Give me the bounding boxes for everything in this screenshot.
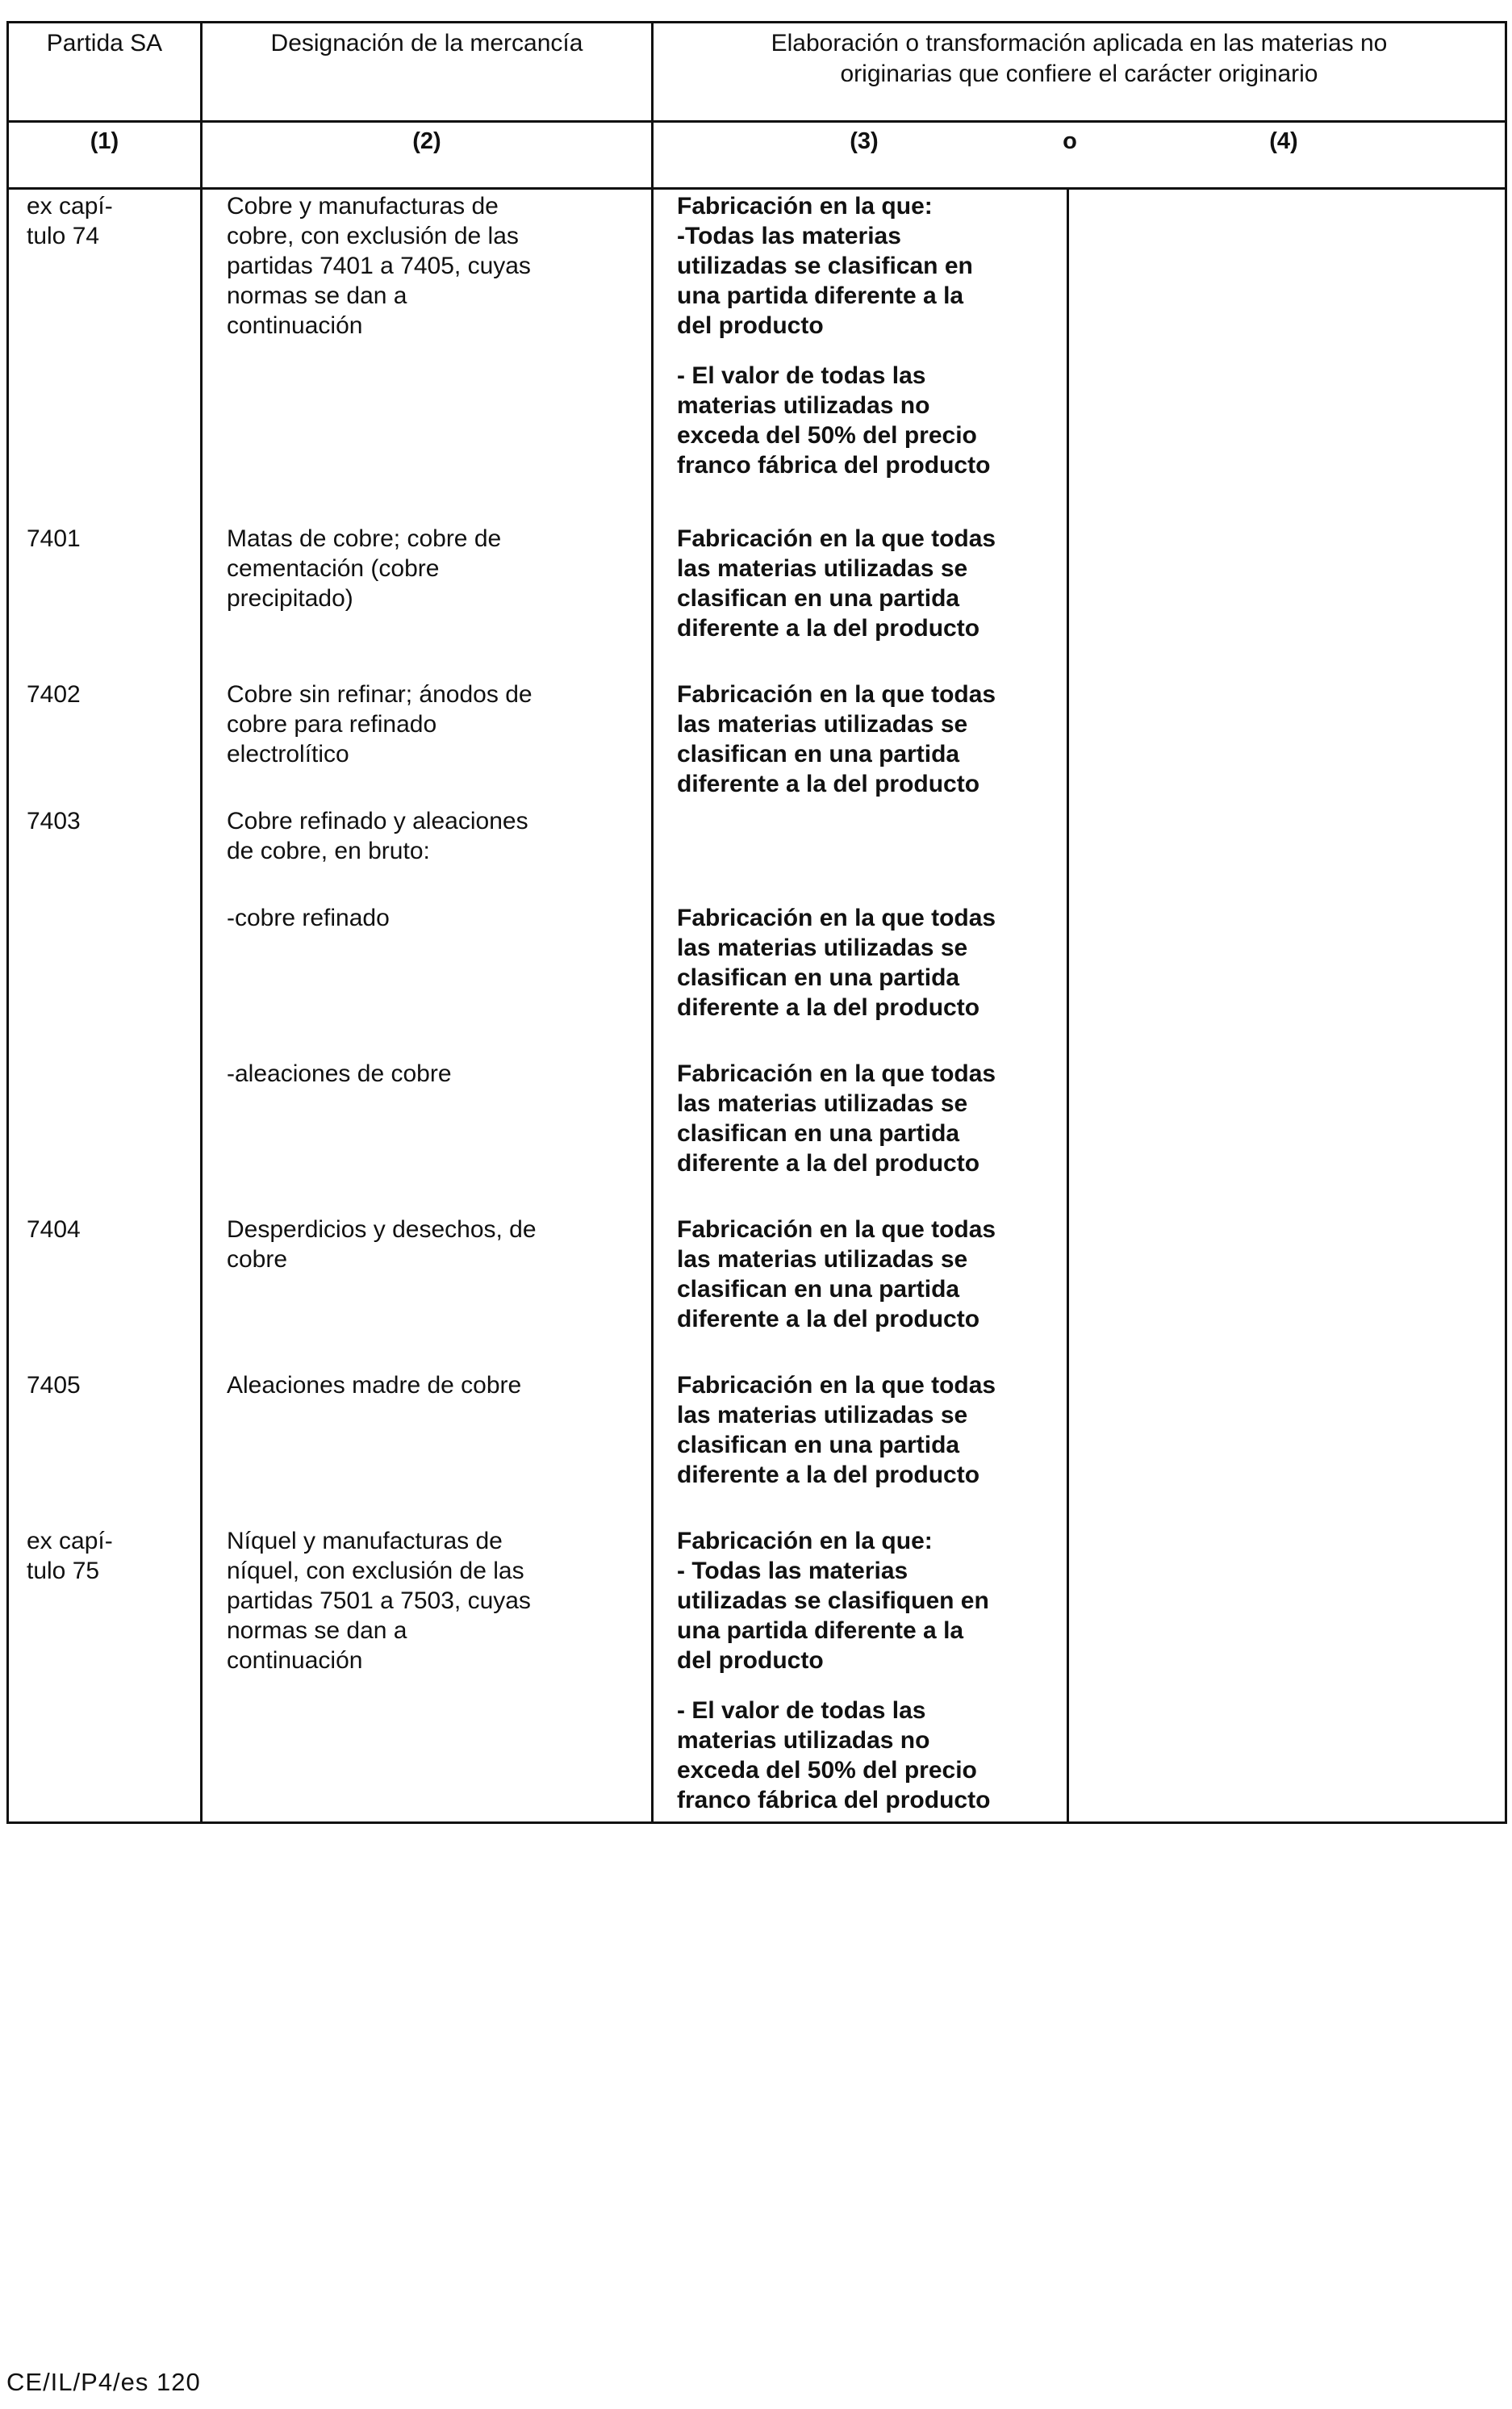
colnum-1: (1) [90, 128, 119, 154]
colnum-2: (2) [412, 128, 441, 154]
column-number-divider [9, 187, 1505, 190]
rules-table [6, 21, 1507, 1824]
row-code: 7403 [27, 808, 81, 834]
row-rule: Fabricación en la que: -Todas las materias utilizadas se clasifican en una partida diferente a la del producto [677, 193, 973, 339]
row-rule: Fabricación en la que: - Todas las materias utilizadas se clasifiquen en una partida diferente a la del producto [677, 1528, 989, 1674]
header-designacion: Designación de la mercancía [270, 30, 583, 56]
header-divider [9, 120, 1505, 123]
row-description: -cobre refinado [227, 905, 390, 931]
row-rule: Fabricación en la que todas las materias utilizadas se clasifican en una partida diferente a la del producto [677, 1216, 996, 1332]
row-code: ex capí- tulo 74 [27, 193, 113, 249]
row-description: Desperdicios y desechos, de cobre [227, 1216, 537, 1273]
row-description: Matas de cobre; cobre de cementación (cobre precipitado) [227, 525, 502, 612]
row-code: 7405 [27, 1372, 81, 1399]
document-reference: CE/IL/P4/es 120 [6, 2368, 201, 2396]
row-description: Aleaciones madre de cobre [227, 1372, 522, 1399]
row-rule-value-condition: - El valor de todas las materias utilizadas no exceda del 50% del precio franco fábrica del producto [677, 362, 991, 479]
col2-divider [651, 23, 654, 1821]
row-description: Cobre y manufacturas de cobre, con exclusión de las partidas 7401 a 7405, cuyas normas se dan a continuación [227, 193, 531, 339]
row-rule: Fabricación en la que todas las materias utilizadas se clasifican en una partida diferente a la del producto [677, 1372, 996, 1488]
header-elaboracion: Elaboración o transformación aplicada en las materias no originarias que confiere el carácter originario [771, 30, 1388, 87]
row-rule: Fabricación en la que todas las materias utilizadas se clasifican en una partida diferente a la del producto [677, 525, 996, 642]
row-rule-value-condition: - El valor de todas las materias utilizadas no exceda del 50% del precio franco fábrica del producto [677, 1697, 991, 1813]
row-code: 7404 [27, 1216, 81, 1243]
colnum-3: (3) [850, 128, 879, 154]
row-description: Cobre sin refinar; ánodos de cobre para refinado electrolítico [227, 681, 533, 767]
row-rule: Fabricación en la que todas las materias utilizadas se clasifican en una partida diferente a la del producto [677, 1060, 996, 1177]
colnum-or: o [1063, 128, 1077, 154]
row-rule: Fabricación en la que todas las materias utilizadas se clasifican en una partida diferente a la del producto [677, 905, 996, 1021]
header-partida-sa: Partida SA [46, 30, 163, 56]
row-description: -aleaciones de cobre [227, 1060, 452, 1087]
row-code: 7402 [27, 681, 81, 708]
row-description: Cobre refinado y aleaciones de cobre, en bruto: [227, 808, 528, 864]
row-code: ex capí- tulo 75 [27, 1528, 113, 1584]
row-code: 7401 [27, 525, 81, 552]
col1-divider [200, 23, 203, 1821]
row-description: Níquel y manufacturas de níquel, con exclusión de las partidas 7501 a 7503, cuyas normas se dan a continuación [227, 1528, 531, 1674]
row-rule: Fabricación en la que todas las materias utilizadas se clasifican en una partida diferente a la del producto [677, 681, 996, 797]
col3-divider [1067, 187, 1069, 1821]
colnum-4: (4) [1269, 128, 1298, 154]
